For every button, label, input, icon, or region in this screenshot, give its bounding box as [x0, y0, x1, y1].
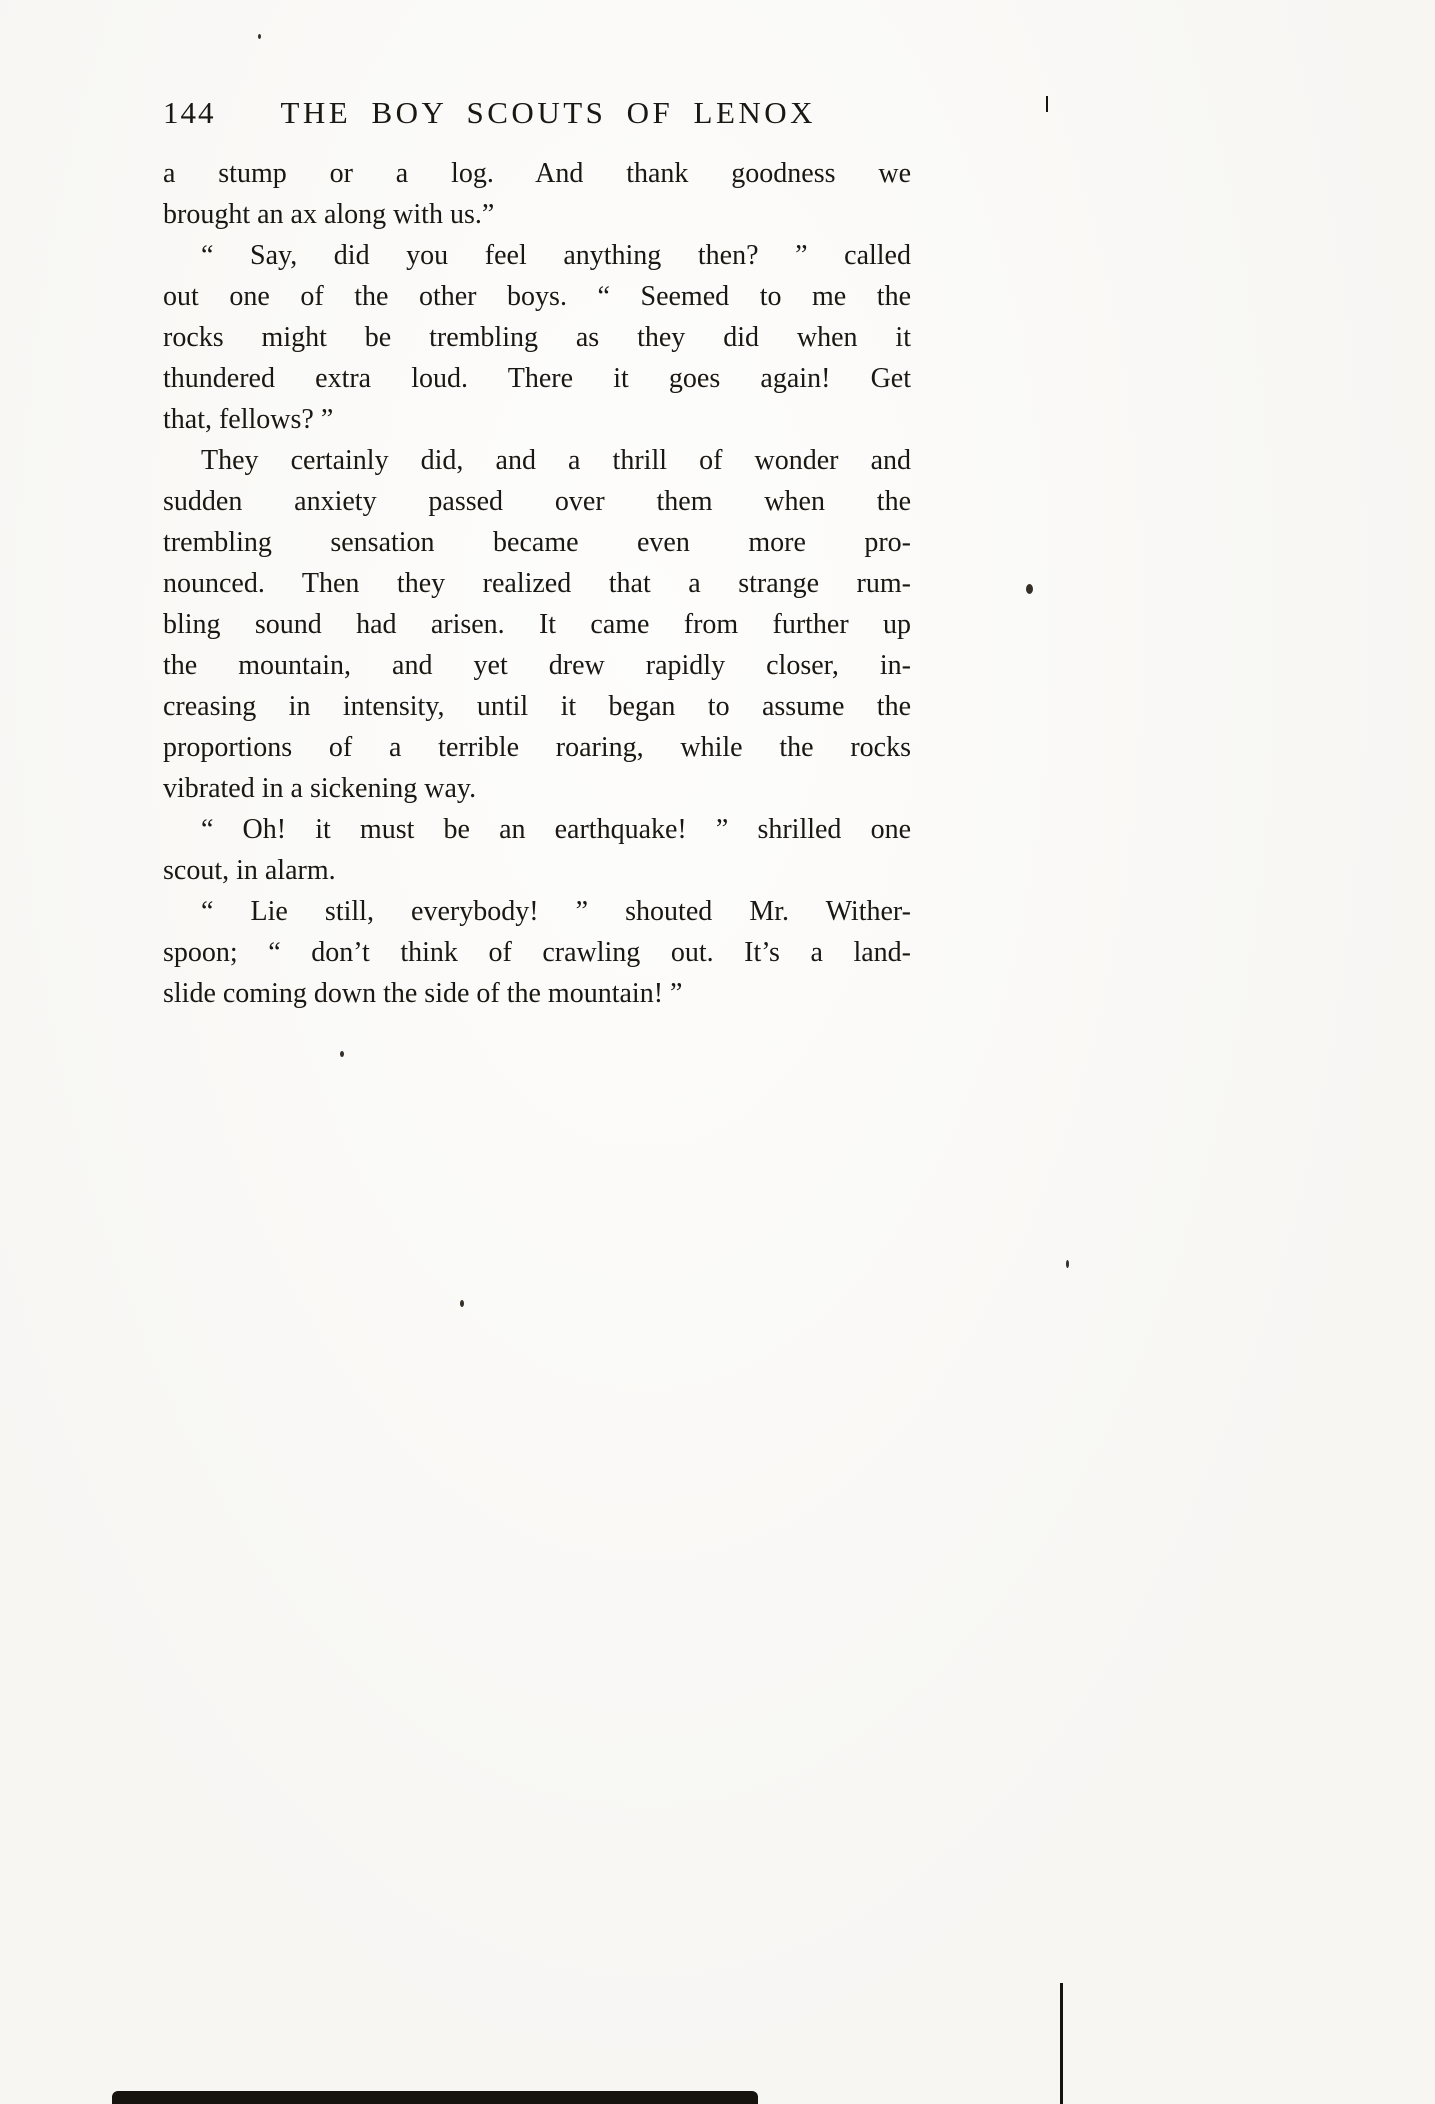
text-line: brought an ax along with us.”: [163, 199, 495, 230]
scan-speck: [340, 1051, 344, 1057]
page-number: 144: [163, 95, 216, 130]
scan-speck: [1066, 1260, 1069, 1268]
scan-artifact: [1046, 96, 1048, 112]
text-line: thundered extra loud. There it goes again! Get: [163, 363, 911, 394]
running-title: THE BOY SCOUTS OF LENOX: [280, 95, 817, 130]
text-line: out one of the other boys. “ Seemed to me the: [163, 281, 911, 312]
text-line: vibrated in a sickening way.: [163, 773, 477, 804]
text-line: nounced. Then they realized that a strange rum-: [163, 568, 911, 599]
text-line: scout, in alarm.: [163, 855, 336, 886]
text-line: bling sound had arisen. It came from further up: [163, 609, 911, 640]
text-line: proportions of a terrible roaring, while the rocks: [163, 732, 911, 763]
page-content: [163, 95, 911, 1014]
text-line: They certainly did, and a thrill of wonder and: [201, 445, 911, 476]
text-line: a stump or a log. And thank goodness we: [163, 158, 911, 189]
scan-speck: [1026, 584, 1033, 594]
text-line: sudden anxiety passed over them when the: [163, 486, 911, 517]
text-line: creasing in intensity, until it began to assume the: [163, 691, 911, 722]
text-line: that, fellows? ”: [163, 404, 334, 435]
text-line: slide coming down the side of the mountain! ”: [163, 978, 683, 1009]
text-line: “ Say, did you feel anything then? ” called: [201, 240, 911, 271]
text-line: spoon; “ don’t think of crawling out. It’s a land-: [163, 937, 911, 968]
text-line: “ Oh! it must be an earthquake! ” shrilled one: [201, 814, 911, 845]
scan-artifact: [1060, 1983, 1063, 2104]
text-line: “ Lie still, everybody! ” shouted Mr. Wither-: [201, 896, 911, 927]
scan-speck: [460, 1300, 464, 1307]
running-head: [163, 95, 911, 131]
text-line: the mountain, and yet drew rapidly closer, in-: [163, 650, 911, 681]
page-body: [163, 153, 911, 1014]
scan-artifact: [112, 2091, 758, 2104]
text-line: trembling sensation became even more pro-: [163, 527, 911, 558]
text-line: rocks might be trembling as they did when it: [163, 322, 911, 353]
scan-speck: [258, 34, 261, 39]
